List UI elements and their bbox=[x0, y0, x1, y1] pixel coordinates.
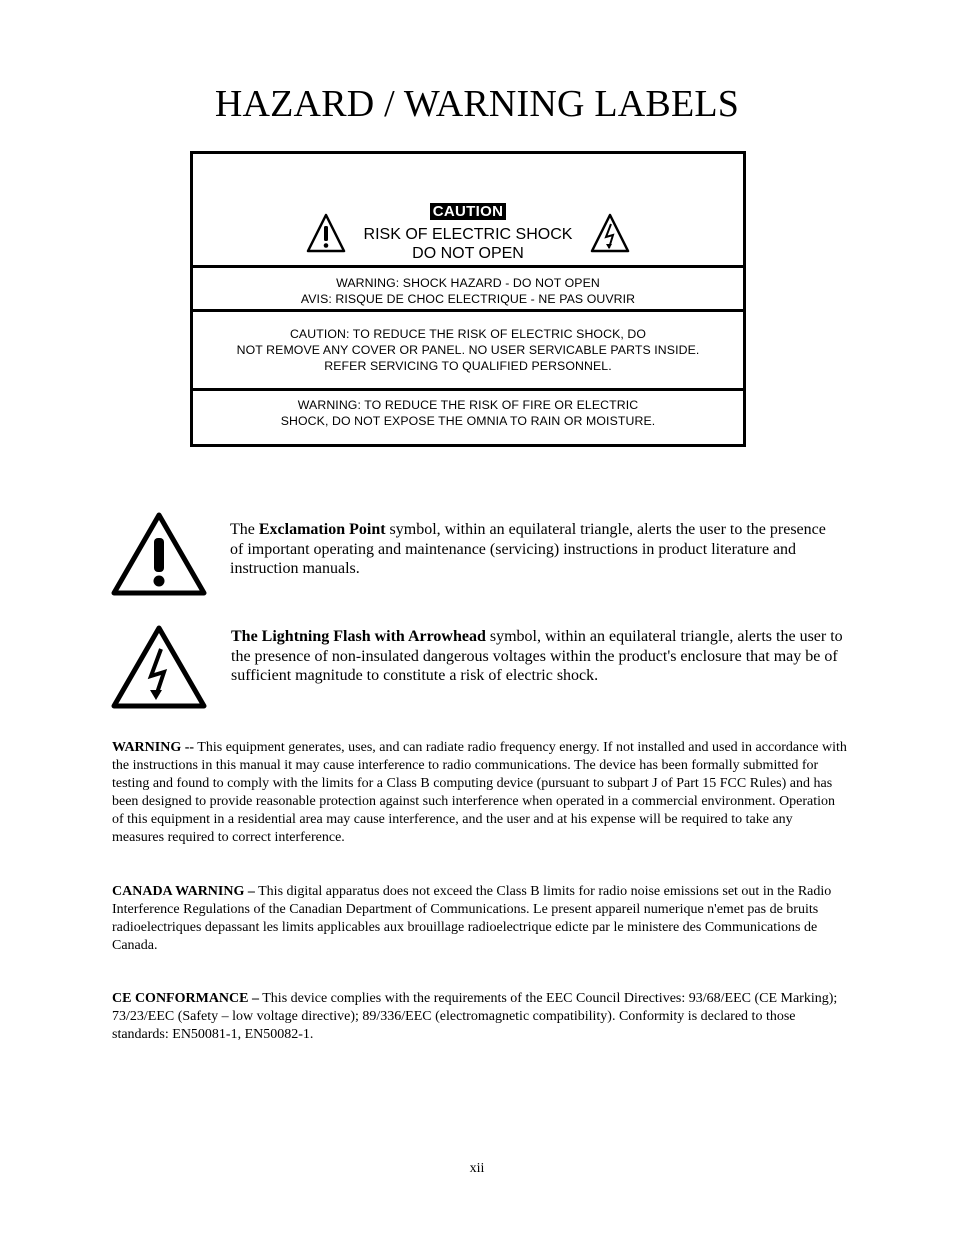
hazard-label-panel bbox=[190, 151, 746, 447]
symbol-name: Exclamation Point bbox=[258, 521, 386, 538]
label-divider bbox=[193, 265, 743, 268]
lightning-triangle-icon bbox=[590, 213, 630, 253]
ce-conformance-paragraph bbox=[112, 990, 847, 1044]
notice-heading: WARNING -- bbox=[112, 740, 195, 755]
exclamation-symbol-description bbox=[230, 520, 840, 579]
lightning-symbol-description bbox=[231, 627, 843, 686]
caution-instructions-section bbox=[193, 326, 743, 374]
description-text: symbol, within an equilateral triangle, alerts the user to the presence of non-insulated dangerous voltages within the product's enclosure that may be of sufficient magnitude to constitute a risk of electric shock. bbox=[231, 628, 843, 684]
exclamation-triangle-icon bbox=[306, 213, 346, 253]
fire-warning-section bbox=[193, 398, 743, 429]
label-divider bbox=[193, 309, 743, 312]
description-prefix: The bbox=[230, 521, 259, 538]
notice-heading: CANADA WARNING – bbox=[112, 884, 255, 899]
shock-warning-english: WARNING: SHOCK HAZARD - DO NOT OPEN bbox=[336, 276, 600, 290]
risk-of-shock-text: RISK OF ELECTRIC SHOCK bbox=[363, 226, 573, 243]
page-number: xii bbox=[469, 1161, 485, 1176]
do-not-open-text: DO NOT OPEN bbox=[412, 245, 524, 262]
lightning-triangle-icon bbox=[110, 624, 208, 710]
notice-text: This digital apparatus does not exceed the Class B limits for radio noise emissions set out in the Radio Interference Regulations of the Canadian Department of Communications. Le present appareil numerique n'emet pas de bruits radioelectriques depassant les limits applicables aux brouillage radioelectrique edicte par le ministere des Communications de Canada. bbox=[112, 884, 832, 953]
caution-badge: CAUTION bbox=[430, 203, 506, 220]
shock-warning-french: AVIS: RISQUE DE CHOC ELECTRIQUE - NE PAS OUVRIR bbox=[300, 291, 636, 306]
notice-text: This device complies with the requirements of the EEC Council Directives: 93/68/EEC (CE Marking); 73/23/EEC (Safety – low voltage directive); 89/336/EEC (electromagnetic compatibility). Conformity is declared to those standards: EN50081-1, EN50082-1. bbox=[112, 991, 838, 1042]
label-divider bbox=[193, 388, 743, 391]
shock-hazard-section bbox=[193, 276, 743, 307]
caution-text-line: REFER SERVICING TO QUALIFIED PERSONNEL. bbox=[324, 359, 612, 373]
fire-warning-line: SHOCK, DO NOT EXPOSE THE OMNIA TO RAIN OR MOISTURE. bbox=[280, 413, 656, 428]
caution-header-section bbox=[193, 154, 743, 265]
description-text: symbol, within an equilateral triangle, alerts the user to the presence of important operating and maintenance (servicing) instructions in product literature and instruction manuals. bbox=[230, 521, 826, 577]
fcc-warning-paragraph bbox=[112, 739, 847, 847]
symbol-name: The Lightning Flash with Arrowhead bbox=[231, 628, 486, 645]
caution-text-line: NOT REMOVE ANY COVER OR PANEL. NO USER SERVICABLE PARTS INSIDE. bbox=[236, 343, 700, 357]
page-title: HAZARD / WARNING LABELS bbox=[214, 83, 740, 125]
notice-heading: CE CONFORMANCE – bbox=[112, 991, 259, 1006]
fire-warning-line: WARNING: TO REDUCE THE RISK OF FIRE OR ELECTRIC bbox=[297, 398, 639, 412]
canada-warning-paragraph bbox=[112, 883, 847, 955]
notice-text: This equipment generates, uses, and can radiate radio frequency energy. If not installed and used in accordance with the instructions in this manual it may cause interference to radio communications. The device has been formally submitted for testing and found to comply with the limits for a Class B computing device (pursuant to subpart J of Part 15 FCC Rules) and has been designed to provide reasonable protection against such interference when operated in a commercial environment. Operation of this equipment in a residential area may cause interference, and the user and at his expense will be required to take any measures required to correct interference. bbox=[112, 740, 847, 845]
caution-text-line: CAUTION: TO REDUCE THE RISK OF ELECTRIC SHOCK, DO bbox=[289, 327, 647, 341]
exclamation-triangle-icon bbox=[110, 511, 208, 597]
